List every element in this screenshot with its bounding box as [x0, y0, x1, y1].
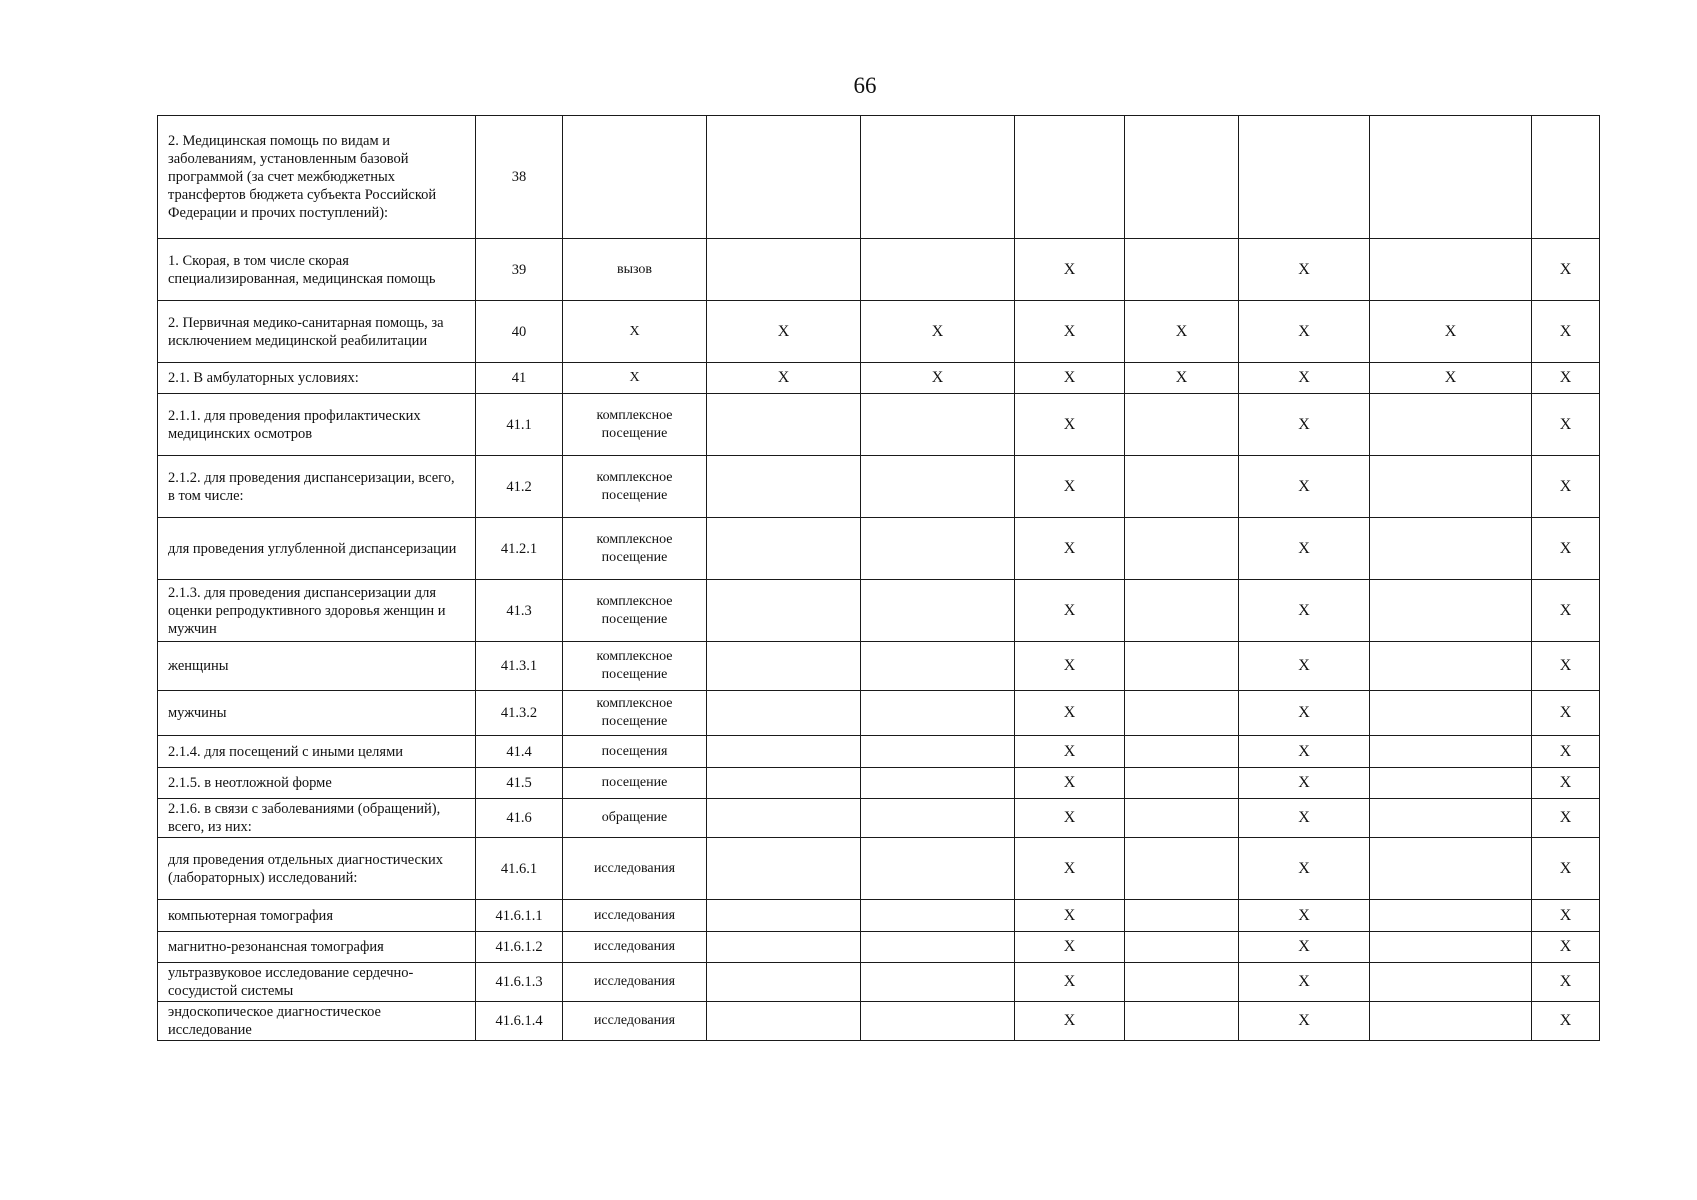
mark-cell: X — [1239, 642, 1370, 691]
row-code-cell: 41.6 — [476, 799, 563, 838]
mark-cell: X — [1015, 518, 1125, 580]
mark-cell — [861, 691, 1015, 736]
row-name-cell: для проведения отдельных диагностических (лабораторных) исследований: — [158, 838, 476, 900]
mark-cell — [861, 963, 1015, 1002]
mark-cell: X — [1532, 363, 1600, 394]
table-row — [158, 768, 1600, 799]
mark-cell: X — [1532, 963, 1600, 1002]
row-name-cell: 2.1.3. для проведения диспансеризации для оценки репродуктивного здоровья женщин и мужчин — [158, 580, 476, 642]
mark-cell: X — [1532, 838, 1600, 900]
page-number: 66 — [853, 73, 877, 98]
row-unit-cell: X — [563, 363, 707, 394]
mark-cell — [861, 768, 1015, 799]
row-name-cell: эндоскопическое диагностическое исследование — [158, 1002, 476, 1041]
mark-cell: X — [1532, 642, 1600, 691]
mark-cell — [1125, 963, 1239, 1002]
row-code-cell: 41 — [476, 363, 563, 394]
table-row — [158, 1002, 1600, 1041]
mark-cell — [1370, 736, 1532, 768]
mark-cell: X — [1370, 301, 1532, 363]
data-table — [157, 115, 1600, 1041]
row-name-cell: 2.1.6. в связи с заболеваниями (обращений), всего, из них: — [158, 799, 476, 838]
mark-cell: X — [1015, 456, 1125, 518]
table-body — [158, 116, 1600, 1041]
mark-cell — [861, 932, 1015, 963]
mark-cell: X — [1239, 691, 1370, 736]
mark-cell: X — [1015, 900, 1125, 932]
row-unit-cell: комплексное посещение — [563, 518, 707, 580]
mark-cell: X — [1532, 301, 1600, 363]
mark-cell: X — [1239, 363, 1370, 394]
row-name-cell: 2.1.1. для проведения профилактических медицинских осмотров — [158, 394, 476, 456]
mark-cell — [1532, 116, 1600, 239]
mark-cell — [1370, 838, 1532, 900]
mark-cell: X — [1532, 799, 1600, 838]
row-name-cell: 2.1.2. для проведения диспансеризации, всего, в том числе: — [158, 456, 476, 518]
mark-cell — [707, 580, 861, 642]
row-code-cell: 41.4 — [476, 736, 563, 768]
row-name-cell: 2.1.5. в неотложной форме — [158, 768, 476, 799]
table-row — [158, 239, 1600, 301]
row-code-cell: 41.6.1.2 — [476, 932, 563, 963]
table-row — [158, 116, 1600, 239]
mark-cell — [1370, 518, 1532, 580]
mark-cell — [1125, 1002, 1239, 1041]
mark-cell — [861, 642, 1015, 691]
mark-cell — [1125, 691, 1239, 736]
mark-cell — [707, 1002, 861, 1041]
mark-cell: X — [1239, 394, 1370, 456]
row-unit-cell: посещение — [563, 768, 707, 799]
mark-cell: X — [1015, 642, 1125, 691]
row-name-cell: 1. Скорая, в том числе скорая специализированная, медицинская помощь — [158, 239, 476, 301]
mark-cell — [1125, 900, 1239, 932]
row-code-cell: 41.6.1.1 — [476, 900, 563, 932]
mark-cell: X — [1532, 691, 1600, 736]
table-row — [158, 736, 1600, 768]
mark-cell — [861, 1002, 1015, 1041]
mark-cell — [1239, 116, 1370, 239]
row-unit-cell: комплексное посещение — [563, 691, 707, 736]
row-name-cell: 2. Первичная медико-санитарная помощь, за исключением медицинской реабилитации — [158, 301, 476, 363]
mark-cell — [861, 518, 1015, 580]
row-code-cell: 41.3.2 — [476, 691, 563, 736]
mark-cell — [1125, 736, 1239, 768]
mark-cell — [1370, 799, 1532, 838]
mark-cell — [1125, 116, 1239, 239]
mark-cell — [707, 736, 861, 768]
mark-cell: X — [1532, 900, 1600, 932]
mark-cell: X — [1015, 932, 1125, 963]
mark-cell: X — [1239, 963, 1370, 1002]
mark-cell — [1370, 456, 1532, 518]
row-unit-cell: посещения — [563, 736, 707, 768]
mark-cell — [1370, 900, 1532, 932]
mark-cell — [707, 932, 861, 963]
row-unit-cell: комплексное посещение — [563, 642, 707, 691]
mark-cell: X — [1239, 518, 1370, 580]
mark-cell: X — [1239, 768, 1370, 799]
row-unit-cell: исследования — [563, 932, 707, 963]
mark-cell: X — [1015, 768, 1125, 799]
table-row — [158, 580, 1600, 642]
row-code-cell: 38 — [476, 116, 563, 239]
mark-cell: X — [1532, 394, 1600, 456]
row-unit-cell: исследования — [563, 1002, 707, 1041]
mark-cell: X — [1015, 963, 1125, 1002]
mark-cell — [1125, 580, 1239, 642]
mark-cell — [707, 963, 861, 1002]
mark-cell: X — [1239, 301, 1370, 363]
mark-cell — [1370, 932, 1532, 963]
row-code-cell: 41.5 — [476, 768, 563, 799]
row-name-cell: магнитно-резонансная томография — [158, 932, 476, 963]
mark-cell — [861, 900, 1015, 932]
mark-cell: X — [1125, 301, 1239, 363]
mark-cell — [1125, 838, 1239, 900]
mark-cell — [707, 838, 861, 900]
mark-cell — [861, 838, 1015, 900]
row-unit-cell: исследования — [563, 963, 707, 1002]
row-unit-cell: исследования — [563, 900, 707, 932]
mark-cell: X — [1532, 736, 1600, 768]
mark-cell: X — [1532, 456, 1600, 518]
mark-cell: X — [1015, 799, 1125, 838]
mark-cell: X — [1532, 239, 1600, 301]
mark-cell — [1125, 768, 1239, 799]
mark-cell: X — [1015, 239, 1125, 301]
mark-cell — [707, 116, 861, 239]
mark-cell — [1125, 932, 1239, 963]
mark-cell — [1370, 1002, 1532, 1041]
mark-cell — [1370, 691, 1532, 736]
mark-cell — [861, 456, 1015, 518]
mark-cell — [707, 691, 861, 736]
mark-cell: X — [1015, 363, 1125, 394]
mark-cell — [861, 239, 1015, 301]
row-code-cell: 41.1 — [476, 394, 563, 456]
mark-cell — [861, 736, 1015, 768]
mark-cell: X — [1239, 736, 1370, 768]
mark-cell — [707, 456, 861, 518]
mark-cell — [707, 799, 861, 838]
mark-cell: X — [1015, 691, 1125, 736]
mark-cell: X — [861, 363, 1015, 394]
row-unit-cell: вызов — [563, 239, 707, 301]
row-code-cell: 41.6.1.3 — [476, 963, 563, 1002]
table-row — [158, 691, 1600, 736]
mark-cell: X — [1532, 518, 1600, 580]
row-unit-cell: комплексное посещение — [563, 580, 707, 642]
mark-cell — [1370, 642, 1532, 691]
mark-cell: X — [1239, 1002, 1370, 1041]
row-code-cell: 41.6.1 — [476, 838, 563, 900]
mark-cell: X — [707, 363, 861, 394]
table-row — [158, 518, 1600, 580]
mark-cell — [861, 580, 1015, 642]
mark-cell — [707, 900, 861, 932]
mark-cell — [707, 518, 861, 580]
row-code-cell: 39 — [476, 239, 563, 301]
mark-cell: X — [1239, 900, 1370, 932]
table-row — [158, 456, 1600, 518]
mark-cell: X — [1239, 799, 1370, 838]
table-row — [158, 363, 1600, 394]
row-code-cell: 41.2 — [476, 456, 563, 518]
mark-cell — [707, 642, 861, 691]
mark-cell: X — [1015, 394, 1125, 456]
mark-cell — [1370, 239, 1532, 301]
row-unit-cell: комплексное посещение — [563, 456, 707, 518]
mark-cell — [1370, 580, 1532, 642]
mark-cell — [1125, 518, 1239, 580]
mark-cell — [861, 799, 1015, 838]
mark-cell — [1370, 768, 1532, 799]
mark-cell: X — [1239, 932, 1370, 963]
row-code-cell: 41.2.1 — [476, 518, 563, 580]
row-unit-cell: комплексное посещение — [563, 394, 707, 456]
mark-cell: X — [1015, 1002, 1125, 1041]
row-name-cell: ультразвуковое исследование сердечно-сосудистой системы — [158, 963, 476, 1002]
table-row — [158, 799, 1600, 838]
row-name-cell: женщины — [158, 642, 476, 691]
row-code-cell: 41.3 — [476, 580, 563, 642]
mark-cell — [707, 394, 861, 456]
mark-cell — [1125, 239, 1239, 301]
row-name-cell: компьютерная томография — [158, 900, 476, 932]
row-unit-cell: обращение — [563, 799, 707, 838]
mark-cell: X — [1370, 363, 1532, 394]
mark-cell — [861, 394, 1015, 456]
mark-cell — [1370, 394, 1532, 456]
mark-cell — [1015, 116, 1125, 239]
mark-cell: X — [1015, 838, 1125, 900]
table-row — [158, 963, 1600, 1002]
row-code-cell: 41.3.1 — [476, 642, 563, 691]
mark-cell — [1125, 394, 1239, 456]
row-unit-cell: исследования — [563, 838, 707, 900]
mark-cell: X — [1532, 932, 1600, 963]
table-row — [158, 932, 1600, 963]
mark-cell: X — [1532, 580, 1600, 642]
mark-cell — [1125, 799, 1239, 838]
mark-cell — [861, 116, 1015, 239]
row-unit-cell — [563, 116, 707, 239]
row-name-cell: 2. Медицинская помощь по видам и заболеваниям, установленным базовой программой (за счет межбюджетных трансфертов бюджета субъекта Российской Федерации и прочих поступлений): — [158, 116, 476, 239]
row-unit-cell: X — [563, 301, 707, 363]
mark-cell — [1370, 116, 1532, 239]
mark-cell: X — [1015, 580, 1125, 642]
table-row — [158, 838, 1600, 900]
mark-cell: X — [1239, 239, 1370, 301]
mark-cell: X — [1532, 1002, 1600, 1041]
mark-cell: X — [1239, 838, 1370, 900]
mark-cell: X — [1239, 456, 1370, 518]
row-name-cell: 2.1. В амбулаторных условиях: — [158, 363, 476, 394]
table-row — [158, 642, 1600, 691]
row-code-cell: 41.6.1.4 — [476, 1002, 563, 1041]
table-row — [158, 394, 1600, 456]
mark-cell: X — [1015, 301, 1125, 363]
mark-cell: X — [861, 301, 1015, 363]
table-row — [158, 900, 1600, 932]
mark-cell — [1125, 456, 1239, 518]
mark-cell — [707, 239, 861, 301]
row-name-cell: для проведения углубленной диспансеризации — [158, 518, 476, 580]
table-row — [158, 301, 1600, 363]
row-name-cell: мужчины — [158, 691, 476, 736]
mark-cell: X — [1125, 363, 1239, 394]
row-name-cell: 2.1.4. для посещений с иными целями — [158, 736, 476, 768]
mark-cell — [1370, 963, 1532, 1002]
mark-cell: X — [1532, 768, 1600, 799]
mark-cell: X — [1239, 580, 1370, 642]
mark-cell: X — [1015, 736, 1125, 768]
mark-cell: X — [707, 301, 861, 363]
mark-cell — [707, 768, 861, 799]
mark-cell — [1125, 642, 1239, 691]
row-code-cell: 40 — [476, 301, 563, 363]
